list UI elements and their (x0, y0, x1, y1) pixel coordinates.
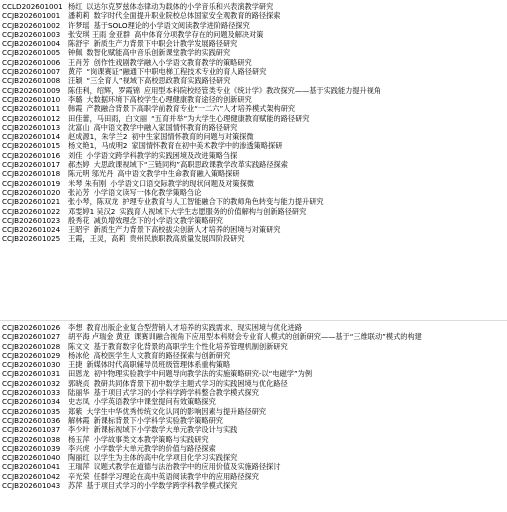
paper-title-cell[interactable]: “五育并举”为大学生心理健康教育赋能的路径研究 (151, 113, 310, 123)
paper-title-cell[interactable]: 基于教育数字化背景的高职学生个性化培养管理机制创新研究 (93, 341, 288, 351)
author-cell[interactable]: 许梦瑶 (68, 20, 90, 30)
record-code-cell[interactable]: CCJB202601033 (2, 388, 61, 398)
paper-title-cell[interactable]: 家国情怀教育在初中美术教学中的渗透策略探研 (131, 141, 283, 151)
paper-title-cell[interactable]: 新质生产力背景下中职会计教学发展路径研究 (93, 39, 238, 49)
record-code-cell[interactable]: CCJB202601021 (2, 197, 61, 207)
table-row[interactable] (0, 444, 507, 453)
table-row[interactable] (0, 342, 507, 351)
record-list-top (0, 2, 507, 244)
author-cell[interactable]: 王捷 (68, 360, 83, 370)
paper-title-cell[interactable]: “三全育人”视域下高校思政教育实践路径研究 (86, 76, 231, 86)
author-cell[interactable]: 汪颖 (68, 76, 83, 86)
paper-title-cell[interactable]: 议题式教学在道德与法治教学中的应用价值及实施路径探讨 (93, 462, 281, 472)
table-row[interactable] (0, 114, 507, 123)
section-divider (0, 320, 507, 321)
record-code-cell[interactable]: CCJB202601039 (2, 443, 61, 453)
record-code-cell[interactable]: CCJB202601003 (2, 29, 61, 39)
author-cell[interactable]: 邓雯婷1 吴汉2 (68, 206, 116, 216)
table-row[interactable] (0, 151, 507, 160)
record-code-cell[interactable]: CCJB202601036 (2, 415, 61, 425)
paper-title-cell[interactable]: 产教融合背景下高职学前教育专业“一二六”人才培养模式架构研究 (86, 104, 296, 114)
paper-title-cell[interactable]: 高中语文教学中生命教育融入策略探研 (117, 169, 240, 179)
table-row[interactable] (0, 351, 507, 360)
table-row[interactable] (0, 58, 507, 67)
paper-title-cell[interactable]: 新媒体时代高职辅导员班级管理体系重构策略 (86, 360, 231, 370)
paper-title-cell[interactable]: 初中物理实验教学中问题导向教学法的实施策略研究-以“电磁学”为例 (93, 369, 313, 379)
table-row[interactable] (0, 132, 507, 141)
record-code-cell[interactable]: CCJB202601037 (2, 425, 61, 435)
record-code-cell[interactable]: CCJB202601028 (2, 341, 61, 351)
author-cell[interactable]: 李想 (68, 323, 83, 332)
record-code-cell[interactable]: CCJB202601016 (2, 150, 61, 160)
author-cell[interactable]: 王瑞萍 (68, 462, 90, 472)
author-cell[interactable]: 刘佳 (68, 150, 83, 160)
author-cell[interactable]: 陶丽红 (68, 453, 90, 463)
author-cell[interactable]: 殷秀花 (68, 215, 90, 225)
record-code-cell[interactable]: CCJB202601017 (2, 160, 61, 170)
table-row[interactable] (0, 76, 507, 85)
author-cell[interactable]: 黄芹 (68, 67, 83, 77)
record-code-cell[interactable]: CCJB202601043 (2, 481, 61, 491)
table-row[interactable] (0, 332, 507, 341)
record-code-cell[interactable]: CCJB202601025 (2, 234, 61, 244)
table-row[interactable] (0, 141, 507, 150)
record-code-cell[interactable]: CCJB202601030 (2, 360, 61, 370)
paper-title-cell[interactable]: 小学语文跨学科教学的实践困境及改进策略刍探 (86, 150, 238, 160)
paper-title-cell[interactable]: 课赛训融合视角下应用型本科财会专业育人模式的创新研究——基于“三维联动”模式的构建 (134, 332, 422, 342)
author-cell[interactable]: 田恩龙 (68, 369, 90, 379)
paper-title-cell[interactable]: 数字时代全面提升职业院校总体国家安全观教育的路径探索 (93, 11, 281, 21)
author-cell[interactable]: 郑紫 (68, 406, 83, 416)
author-cell[interactable]: 王霞，王灵，高莉 (68, 234, 126, 244)
author-cell[interactable]: 杨文艳1，马成明2 (68, 141, 128, 151)
author-cell[interactable]: 郝杰婷 (68, 160, 90, 170)
table-row[interactable] (0, 360, 507, 369)
table-row[interactable] (0, 86, 507, 95)
paper-title-cell[interactable]: 实践育人视域下大学生志愿服务的价值解构与创新路径研究 (119, 206, 307, 216)
record-code-cell[interactable]: CCJB202601024 (2, 225, 61, 235)
table-row[interactable] (0, 388, 507, 397)
paper-title-cell[interactable]: 高中体育分项教学存在的问题及解决对策 (134, 29, 264, 39)
table-row[interactable] (0, 188, 507, 197)
table-row[interactable] (0, 216, 507, 225)
author-cell[interactable]: 张安琪 王雨 金亚群 (68, 29, 131, 39)
author-cell[interactable]: 赵成源1，朱学兰2 (68, 132, 128, 142)
paper-title-cell[interactable]: 基于项目式学习的小学数学跨学科教学模式探究 (86, 481, 238, 491)
table-row[interactable] (0, 67, 507, 76)
record-code-cell[interactable]: CCJB202601019 (2, 178, 61, 188)
paper-title-cell[interactable]: 应用型本科院校经管类专业《统计学》教改探究——基于实践能力提升视角 (143, 85, 382, 95)
table-row[interactable] (0, 472, 507, 481)
record-code-cell[interactable]: CCJB202601034 (2, 397, 61, 407)
paper-title-cell[interactable]: 小学语文读写一体化教学策略刍论 (93, 187, 202, 197)
table-row[interactable] (0, 123, 507, 132)
paper-title-cell[interactable]: 高中语文教学中融入家国情怀教育的路径研究 (93, 122, 238, 132)
paper-title-cell[interactable]: 护理专业教育与人工智能融合下的教师角色转变与能力提升研究 (122, 197, 324, 207)
record-code-cell[interactable]: CCJB202601006 (2, 57, 61, 67)
paper-title-cell[interactable]: 新课标视域下小学数学大单元教学设计与实践 (93, 425, 238, 435)
record-code-cell[interactable]: CCJB202601029 (2, 350, 61, 360)
table-row[interactable] (0, 369, 507, 378)
author-cell[interactable]: 解林霞 (68, 415, 90, 425)
table-row[interactable] (0, 397, 507, 406)
table-row[interactable] (0, 207, 507, 216)
paper-title-cell[interactable]: 大思政课视域下“三链同构”高职思政课教学改革实践路径探索 (93, 160, 288, 170)
record-code-cell[interactable]: CCJB202601011 (2, 104, 61, 114)
table-row[interactable] (0, 39, 507, 48)
author-cell[interactable]: 王肖芳 (68, 57, 90, 67)
paper-title-cell[interactable]: 以达尔克罗兹体态律动为载体的小学音乐和兴表演教学研究 (86, 2, 274, 11)
author-cell[interactable]: 王昭宇 (68, 225, 90, 235)
table-row[interactable] (0, 11, 507, 20)
author-cell[interactable]: 陈舒宇 (68, 39, 90, 49)
paper-title-cell[interactable]: 任群学习理论在高中英语阅读教学中的应用路径探究 (93, 471, 259, 481)
record-list-bottom (0, 323, 507, 490)
record-code-cell[interactable]: CCJB202601042 (2, 471, 61, 481)
record-code-cell[interactable]: CCJB202601014 (2, 132, 61, 142)
record-code-cell[interactable]: CCJB202601040 (2, 453, 61, 463)
author-cell[interactable]: 李璐 (68, 94, 83, 104)
paper-title-cell[interactable]: 基于SOLO理论的小学语文阅读教学进阶路径探究 (93, 20, 250, 30)
table-row[interactable] (0, 407, 507, 416)
table-row[interactable] (0, 48, 507, 57)
author-cell[interactable]: 苏萍 (68, 481, 83, 491)
table-row[interactable] (0, 234, 507, 243)
author-cell[interactable]: 韩霞 (68, 104, 83, 114)
table-row[interactable] (0, 2, 507, 11)
table-row[interactable] (0, 379, 507, 388)
table-row[interactable] (0, 425, 507, 434)
table-row[interactable] (0, 416, 507, 425)
author-cell[interactable]: 胡平海 卢瑞金 黄亚 (68, 332, 131, 342)
author-cell[interactable]: 陈元明 邬光丹 (68, 169, 114, 179)
record-code-cell[interactable]: CCJB202601032 (2, 378, 61, 388)
table-row[interactable] (0, 95, 507, 104)
record-code-cell[interactable]: CCLD202601001 (2, 2, 63, 11)
table-row[interactable] (0, 179, 507, 188)
record-code-cell[interactable]: CCJB202601038 (2, 434, 61, 444)
paper-title-cell[interactable]: 基于项目式学习的小学科学跨学科整合教学模式探究 (93, 388, 259, 398)
record-code-cell[interactable]: CCJB202601022 (2, 206, 61, 216)
author-cell[interactable]: 张小琴，陈双龙 (68, 197, 119, 207)
table-row[interactable] (0, 160, 507, 169)
record-code-cell[interactable]: CCJB202601002 (2, 20, 61, 30)
paper-title-cell[interactable]: 高校医学生人文教育的路径探索与创新研究 (93, 350, 231, 360)
author-cell[interactable]: 郭晓贞 (68, 378, 90, 388)
author-cell[interactable]: 杨玉萍 (68, 434, 90, 444)
paper-title-cell[interactable]: 数智化赋能高中音乐创新课堂教学的实践研究 (86, 48, 231, 58)
paper-title-cell[interactable]: 大数据环境下高校学生心理健康教育途径的创新研究 (86, 94, 252, 104)
record-code-cell[interactable]: CCJB202601012 (2, 113, 61, 123)
record-code-cell[interactable]: CCJB202601023 (2, 215, 61, 225)
record-code-cell[interactable]: CCJB202601026 (2, 323, 61, 332)
table-row[interactable] (0, 30, 507, 39)
paper-title-cell[interactable]: 小学数学大单元教学的价值与路径探索 (93, 443, 216, 453)
paper-title-cell[interactable]: “岗课赛证”融通下中职电梯工程技术专业的育人路径研究 (86, 67, 267, 77)
table-row[interactable] (0, 481, 507, 490)
table-row[interactable] (0, 323, 507, 332)
record-code-cell[interactable]: CCJB202601027 (2, 332, 61, 342)
paper-title-cell[interactable]: 新课标背景下小学科学实验教学策略研究 (93, 415, 223, 425)
author-cell[interactable]: 史志凤 (68, 397, 90, 407)
paper-title-cell[interactable]: 小学语文口语交际教学的现状问题及对策探微 (110, 178, 254, 188)
table-row[interactable] (0, 462, 507, 471)
table-row[interactable] (0, 169, 507, 178)
author-cell[interactable]: 米琴 朱有刚 (68, 178, 107, 188)
author-cell[interactable]: 杨冰伦 (68, 350, 90, 360)
table-row[interactable] (0, 21, 507, 30)
record-code-cell[interactable]: CCJB202601041 (2, 462, 61, 472)
record-code-cell[interactable]: CCJB202601020 (2, 187, 61, 197)
record-code-cell[interactable]: CCJB202601010 (2, 94, 61, 104)
paper-title-cell[interactable]: 教研共同体背景下初中数学主题式学习的实践困境与优化路径 (93, 378, 288, 388)
table-row[interactable] (0, 104, 507, 113)
paper-title-cell[interactable]: 初中生家国情怀教育的问题与对策探微 (131, 132, 254, 142)
paper-title-cell[interactable]: 创作性戏剧教学融入小学语文教育教学的策略研究 (93, 57, 252, 67)
author-cell[interactable]: 陈文文 (68, 341, 90, 351)
record-code-cell[interactable]: CCJB202601015 (2, 141, 61, 151)
paper-title-cell[interactable]: 小学故事类文本教学策略与实践研究 (93, 434, 209, 444)
paper-title-cell[interactable]: 以学生为主体的高中化学项目化学习实践探究 (93, 453, 238, 463)
paper-title-cell[interactable]: 小学英语教学中课堂提问有效策略探究 (93, 397, 216, 407)
author-cell[interactable]: 李兴虎 (68, 443, 90, 453)
paper-title-cell[interactable]: 教育出版企业复合型营销人才培养的实践需求、现实困境与优化进路 (86, 323, 303, 332)
paper-title-cell[interactable]: 减负增效理念下的小学语文教学策略研究 (93, 215, 223, 225)
author-cell[interactable]: 杨红 (68, 2, 83, 11)
author-cell[interactable]: 陆丽华 (68, 388, 90, 398)
record-code-cell[interactable]: CCJB202601004 (2, 39, 61, 49)
table-row[interactable] (0, 435, 507, 444)
author-cell[interactable]: 张沁芳 (68, 187, 90, 197)
record-code-cell[interactable]: CCJB202601005 (2, 48, 61, 58)
table-row[interactable] (0, 197, 507, 206)
record-code-cell[interactable]: CCJB202601018 (2, 169, 61, 179)
author-cell[interactable]: 李少叶 (68, 425, 90, 435)
author-cell[interactable]: 田佳蕾，马田雨，白文丽 (68, 113, 148, 123)
author-cell[interactable]: 钟佩 (68, 48, 83, 58)
author-cell[interactable]: 陈佳利，绍辉，罗霞锦 (68, 85, 140, 95)
author-cell[interactable]: 潘莉莉 (68, 11, 90, 21)
record-code-cell[interactable]: CCJB202601008 (2, 76, 61, 86)
record-code-cell[interactable]: CCJB202601001 (2, 11, 61, 21)
paper-title-cell[interactable]: 新质生产力背景下高校拔尖创新人才培养的困境与对策研究 (93, 225, 281, 235)
author-cell[interactable]: 沈富山 (68, 122, 90, 132)
record-code-cell[interactable]: CCJB202601031 (2, 369, 61, 379)
paper-title-cell[interactable]: 大学生中华优秀传统文化认同的影响因素与提升路径研究 (86, 406, 267, 416)
table-row[interactable] (0, 453, 507, 462)
record-code-cell[interactable]: CCJB202601035 (2, 406, 61, 416)
record-code-cell[interactable]: CCJB202601009 (2, 85, 61, 95)
record-code-cell[interactable]: CCJB202601013 (2, 122, 61, 132)
record-code-cell[interactable]: CCJB202601007 (2, 67, 61, 77)
author-cell[interactable]: 辛光荣 (68, 471, 90, 481)
paper-title-cell[interactable]: 贵州民族职教高质量发展四阶段研究 (129, 234, 245, 244)
table-row[interactable] (0, 225, 507, 234)
